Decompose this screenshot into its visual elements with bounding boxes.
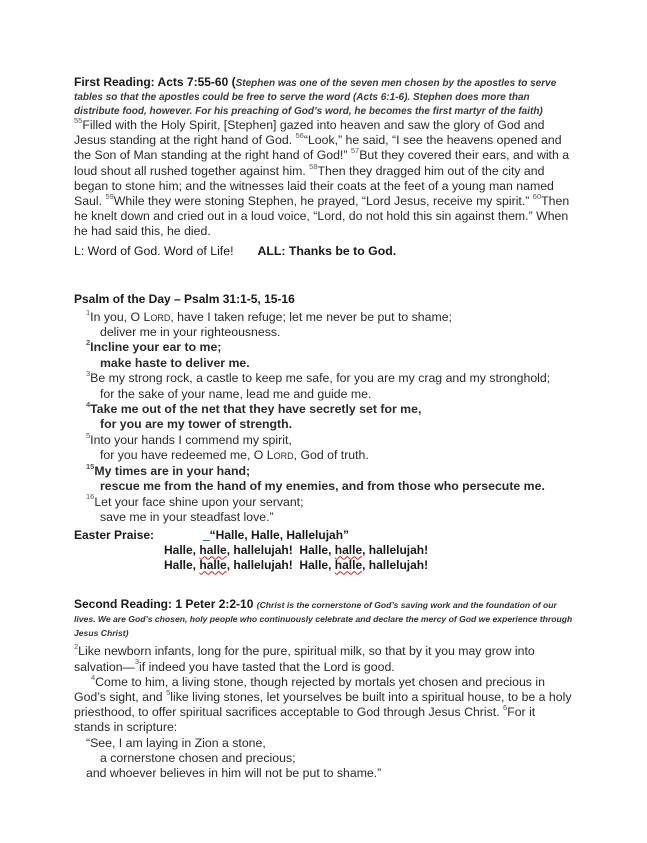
- scripture-quote-line: and whoever believes in him will not be put to shame.”: [86, 766, 382, 781]
- verse-text: like living stones, let yourselves be built into a spiritual house, to be a holy priesthood, to offer spiritual sacrifices acceptable to God through Jesus Christ.: [74, 689, 572, 720]
- lord-smallcaps: Lord: [143, 309, 171, 324]
- verse-number: 1: [86, 307, 91, 317]
- verse-number: 2: [74, 642, 79, 652]
- verse-number: 6: [503, 703, 508, 713]
- second-reading-text: [74, 672, 574, 736]
- scripture-quote-line: “See, I am laying in Zion a stone,: [86, 735, 266, 750]
- psalm-text: [74, 307, 574, 526]
- psalm-line: for the sake of your name, lead me and guide me.: [100, 386, 372, 401]
- verse-text: Like newborn infants, long for the pure, spiritual milk, so that by it you may grow into salvation—: [74, 644, 535, 674]
- verse-number: 4: [91, 672, 96, 682]
- verse-number: 3: [86, 369, 91, 379]
- verse-number: 5: [166, 687, 171, 697]
- verse-number: 4: [86, 399, 91, 409]
- psalm-line: $^{15}$My times are in your hand;: [86, 461, 251, 478]
- verse-text: But they covered their ears, and with a loud shout all rushed together against him.: [74, 148, 570, 178]
- second-reading-text: [74, 644, 574, 674]
- easter-praise-label: Easter Praise:: [74, 528, 155, 543]
- verse-text: Come to him, a living stone, though rejected by mortals yet chosen and precious in God’s sight, and: [74, 674, 545, 704]
- verse-number: 5: [86, 430, 91, 440]
- lord-smallcaps: Lord: [266, 448, 294, 463]
- second-reading-heading: [74, 598, 574, 640]
- first-reading-response: [74, 244, 574, 259]
- first-reading-heading: [74, 76, 574, 118]
- verse-number: 56: [295, 131, 304, 141]
- first-reading-title: First Reading: Acts 7:55-60 (: [74, 75, 236, 89]
- psalm-line: $^5$Into your hands I commend my spirit,: [86, 430, 292, 447]
- verse-text: Then he knelt down and cried out in a loud voice, “Lord, do not hold this sin against them.” When he had said this, he died.: [74, 194, 570, 239]
- easter-praise: [74, 528, 574, 576]
- verse-text: Filled with the Holy Spirit, [Stephen] gazed into heaven and saw the glory of God and Jesus standing at the right hand of God.: [74, 118, 545, 148]
- verse-number: 55: [74, 115, 83, 125]
- verse-text: For it stands in scripture:: [74, 705, 536, 735]
- easter-praise-title: “Halle, Halle, Hallelujah”: [209, 528, 350, 543]
- psalm-line: rescue me from the hand of my enemies, and from those who persecute me.: [100, 479, 545, 494]
- verse-number: 3: [134, 657, 140, 667]
- verse-number: 58: [309, 161, 318, 171]
- verse-number: 59: [105, 191, 114, 201]
- psalm-line: $^2$Incline your ear to me;: [86, 338, 222, 355]
- scripture-quote-line: a cornerstone chosen and precious;: [100, 750, 296, 765]
- verse-text: “Look,” he said, “I see the heavens opened and the Son of Man standing at the right hand of God!”: [74, 133, 562, 163]
- verse-number: 16: [86, 492, 95, 502]
- easter-praise-line: Halle, halle, hallelujah! Halle, halle, hallelujah!: [164, 558, 429, 573]
- easter-praise-line: Halle, halle, hallelujah! Halle, halle, hallelujah!: [164, 543, 429, 558]
- verse-text: Then they dragged him out of the city and began to stone him; and the witnesses laid their coats at the feet of a young man named Saul.: [74, 163, 554, 209]
- first-reading-intro: Stephen was one of the seven men chosen by the apostles to serve tables so that the apostles could be free to serve the word (Acts 6:1-6). Stephen does more than distribute food, however. For his preaching of God’s word, he becomes the first martyr of the faith): [74, 78, 557, 117]
- second-reading-intro: (Christ is the cornerstone of God’s saving work and the foundation of our lives. We are God’s chosen, holy people who continuously celebrate and declare the mercy of God we experience through Jesus Christ): [74, 600, 573, 639]
- psalm-line: $^1$In you, O Lord, have I taken refuge; let me never be put to shame;: [86, 307, 452, 324]
- verse-number: 2: [86, 338, 91, 348]
- bulletin-page: [74, 76, 574, 782]
- psalm-line: $^3$Be my strong rock, a castle to keep me safe, for you are my crag and my stronghold;: [86, 369, 551, 386]
- first-reading-text: [74, 115, 574, 240]
- psalm-line: for you are my tower of strength.: [100, 417, 292, 432]
- verse-text: if indeed you have tasted that the Lord is good.: [139, 659, 395, 674]
- psalm-line: for you have redeemed me, O Lord, God of truth.: [100, 448, 369, 463]
- verse-number: 60: [532, 191, 542, 201]
- psalm-line: $^4$Take me out of the net that they have secretly set for me,: [86, 399, 422, 417]
- leader-response: L: Word of God. Word of Life!: [74, 243, 234, 258]
- psalm-heading: Psalm of the Day – Psalm 31:1-5, 15-16: [74, 291, 295, 306]
- psalm-line: deliver me in your righteousness.: [100, 325, 281, 340]
- verse-text: While they were stoning Stephen, he prayed, “Lord Jesus, receive my spirit.”: [113, 194, 533, 209]
- psalm-line: make haste to deliver me.: [100, 355, 250, 370]
- second-reading-title: Second Reading: 1 Peter 2:2-10: [74, 597, 257, 612]
- verse-number: 57: [350, 146, 360, 156]
- psalm-line: save me in your steadfast love.”: [100, 509, 274, 524]
- psalm-line: $^{16}$Let your face shine upon your servant;: [86, 492, 304, 509]
- verse-number: 15: [86, 461, 95, 471]
- congregation-response: ALL: Thanks be to God.: [257, 243, 397, 258]
